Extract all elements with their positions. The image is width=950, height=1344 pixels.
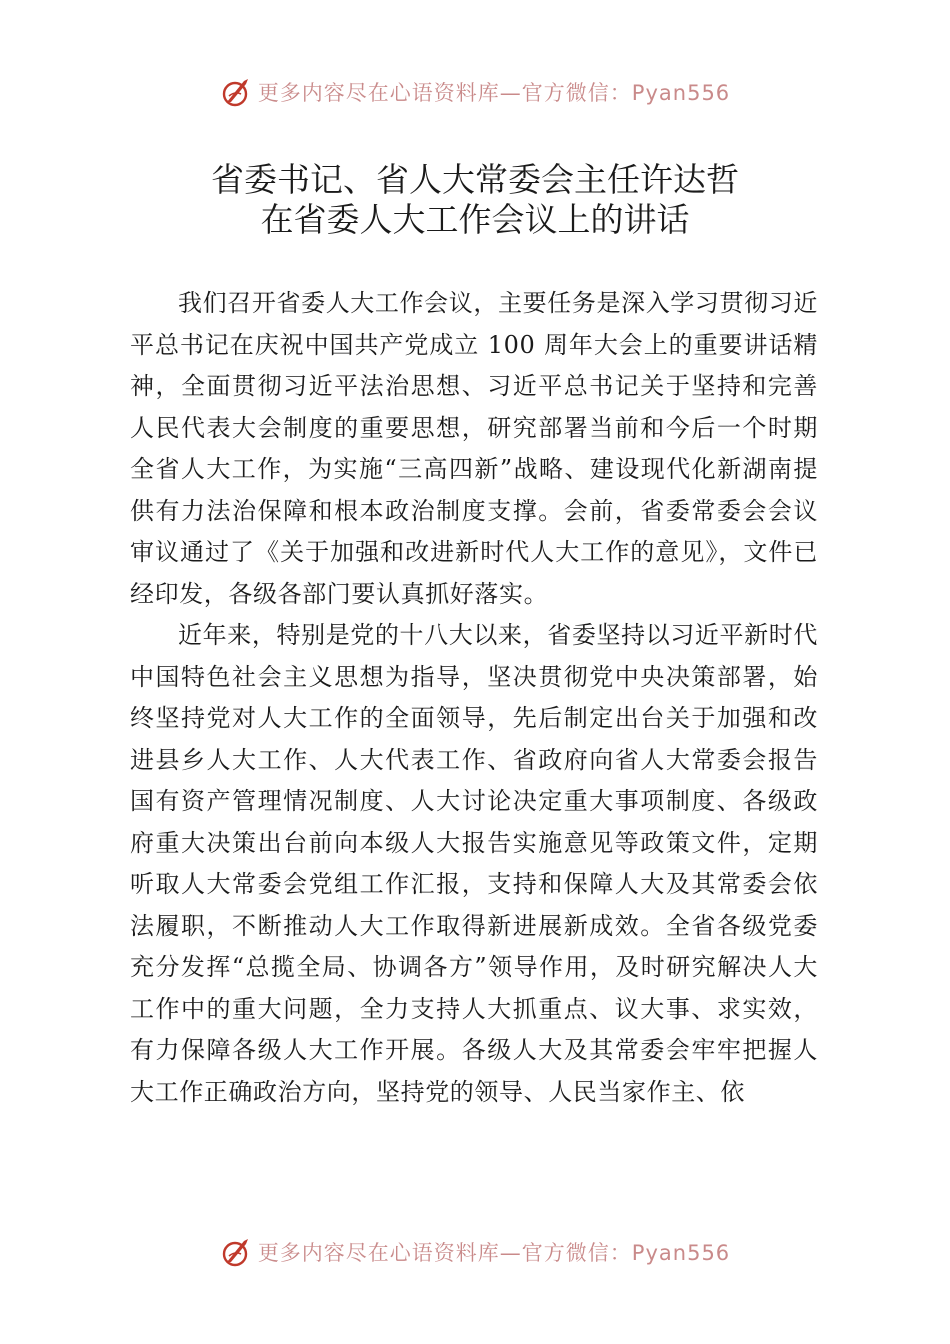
document-body [130, 283, 818, 1113]
paragraph: 近年来，特别是党的十八大以来，省委坚持以习近平新时代中国特色社会主义思想为指导，坚决贯彻党中央决策部署，始终坚持党对人大工作的全面领导，先后制定出台关于加强和改进县乡人大工作、人大代表工作、省政府向省人大常委会报告国有资产管理情况制度、人大讨论决定重大事项制度、各级政府重大决策出台前向本级人大报告实施意见等政策文件，定期听取人大常委会党组工作汇报，支持和保障人大及其常委会依法履职，不断推动人大工作取得新进展新成效。全省各级党委充分发挥“总揽全局、协调各方”领导作用，及时研究解决人大工作中的重大问题，全力支持人大抓重点、议大事、求实效，有力保障各级人大工作开展。各级人大及其常委会牢牢把握人大工作正确政治方向，坚持党的领导、人民当家作主、依 [130, 621, 818, 1106]
document-title-line1: 省委书记、省人大常委会主任许达哲 [211, 160, 739, 199]
header-watermark [0, 72, 950, 112]
watermark-text: 更多内容尽在心语资料库—官方微信：Pyan556 [257, 81, 731, 105]
paragraph: 我们召开省委人大工作会议，主要任务是深入学习贯彻习近平总书记在庆祝中国共产党成立 100 周年大会上的重要讲话精神，全面贯彻习近平法治思想、习近平总书记关于坚持和完善人民代表大会制度的重要思想，研究部署当前和今后一个时期全省人大工作，为实施“三高四新”战略、建设现代化新湖南提供有力法治保障和根本政治制度支撑。会前，省委常委会会议审议通过了《关于加强和改进新时代人大工作的意见》，文件已经印发，各级各部门要认真抓好落实。 [130, 289, 818, 608]
watermark-text: 更多内容尽在心语资料库—官方微信：Pyan556 [257, 1241, 731, 1265]
quill-logo-icon [220, 75, 254, 109]
quill-logo-icon [220, 1235, 254, 1269]
footer-watermark [0, 1232, 950, 1272]
document-title-line2: 在省委人大工作会议上的讲话 [260, 200, 690, 239]
